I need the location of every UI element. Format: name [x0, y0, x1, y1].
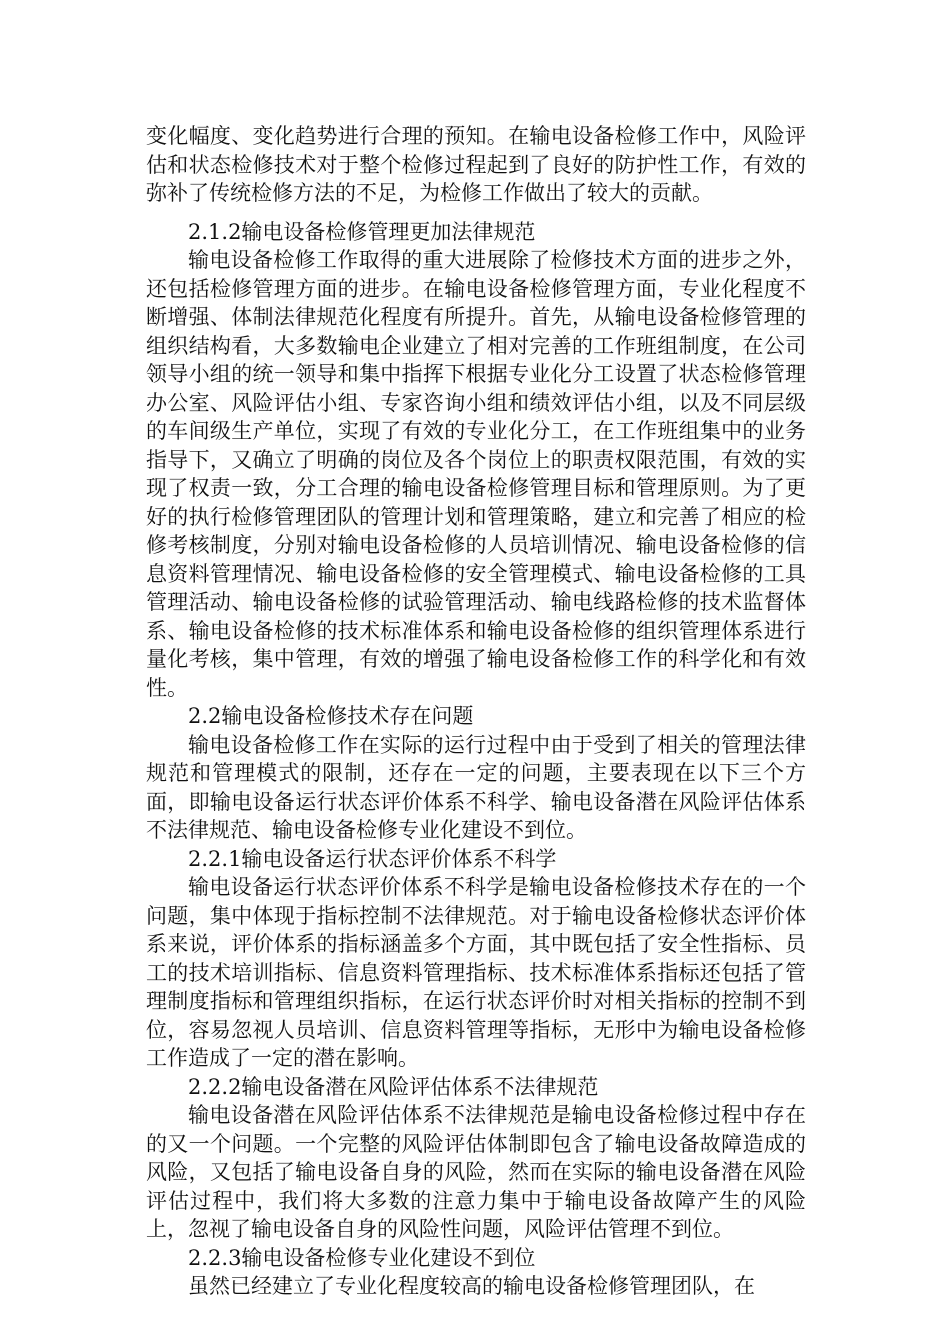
heading-2-2: 2.2输电设备检修技术存在问题 — [188, 704, 474, 728]
heading-2-2-2: 2.2.2输电设备潜在风险评估体系不法律规范 — [188, 1074, 599, 1099]
paragraph-continued: 变化幅度、变化趋势进行合理的预知。在输电设备检修工作中，风险评估和状态检修技术对于整个检修过程起到了良好的防护性工作，有效的弥补了传统检修方法的不足，为检修工作做出了较大的贡献。 — [146, 124, 806, 205]
heading-2-2-1: 2.2.1输电设备运行状态评价体系不科学 — [188, 846, 557, 871]
heading-2-1-2: 2.1.2输电设备检修管理更加法律规范 — [188, 219, 536, 244]
paragraph-gap — [146, 208, 806, 218]
paragraph-2-2-1: 输电设备运行状态评价体系不科学是输电设备检修技术存在的一个问题，集中体现于指标控制不法律规范。对于输电设备检修状态评价体系来说，评价体系的指标涵盖多个方面，其中既包括了安全性指标、员工的技术培训指标、信息资料管理指标、技术标准体系指标还包括了管理制度指标和管理组织指标，在运行状态评价时对相关指标的控制不到位，容易忽视人员培训、信息资料管理等指标，无形中为输电设备检修工作造成了一定的潜在影响。 — [146, 875, 806, 1070]
paragraph-2-2-2: 输电设备潜在风险评估体系不法律规范是输电设备检修过程中存在的又一个问题。一个完整的风险评估体制即包含了输电设备故障造成的风险，又包括了输电设备自身的风险，然而在实际的输电设备潜在风险评估过程中，我们将大多数的注意力集中于输电设备故障产生的风险上，忽视了输电设备自身的风险性问题，风险评估管理不到位。 — [146, 1103, 806, 1241]
paragraph-2-2: 输电设备检修工作在实际的运行过程中由于受到了相关的管理法律规范和管理模式的限制，还存在一定的问题，主要表现在以下三个方面，即输电设备运行状态评价体系不科学、输电设备潜在风险评估体系不法律规范、输电设备检修专业化建设不到位。 — [146, 732, 806, 842]
paragraph-2-1-2: 输电设备检修工作取得的重大进展除了检修技术方面的进步之外，还包括检修管理方面的进步。在输电设备检修管理方面，专业化程度不断增强、体制法律规范化程度有所提升。首先，从输电设备检修管理的组织结构看，大多数输电企业建立了相对完善的工作班组制度，在公司领导小组的统一领导和集中指挥下根据专业化分工设置了状态检修管理办公室、风险评估小组、专家咨询小组和绩效评估小组，以及不同层级的车间级生产单位，实现了有效的专业化分工，在工作班组集中的业务指导下，又确立了明确的岗位及各个岗位上的职责权限范围，有效的实现了权责一致，分工合理的输电设备检修管理目标和管理原则。为了更好的执行检修管理团队的管理计划和管理策略，建立和完善了相应的检修考核制度，分别对输电设备检修的人员培训情况、输电设备检修的信息资料管理情况、输电设备检修的安全管理模式、输电设备检修的工具管理活动、输电设备检修的试验管理活动、输电线路检修的技术监督体系、输电设备检修的技术标准体系和输电设备检修的组织管理体系进行量化考核，集中管理，有效的增强了输电设备检修工作的科学化和有效性。 — [146, 248, 806, 700]
document-page — [146, 122, 806, 1301]
heading-2-2-3: 2.2.3输电设备检修专业化建设不到位 — [188, 1245, 536, 1270]
paragraph-2-2-3: 虽然已经建立了专业化程度较高的输电设备检修管理团队，在 — [188, 1274, 755, 1298]
